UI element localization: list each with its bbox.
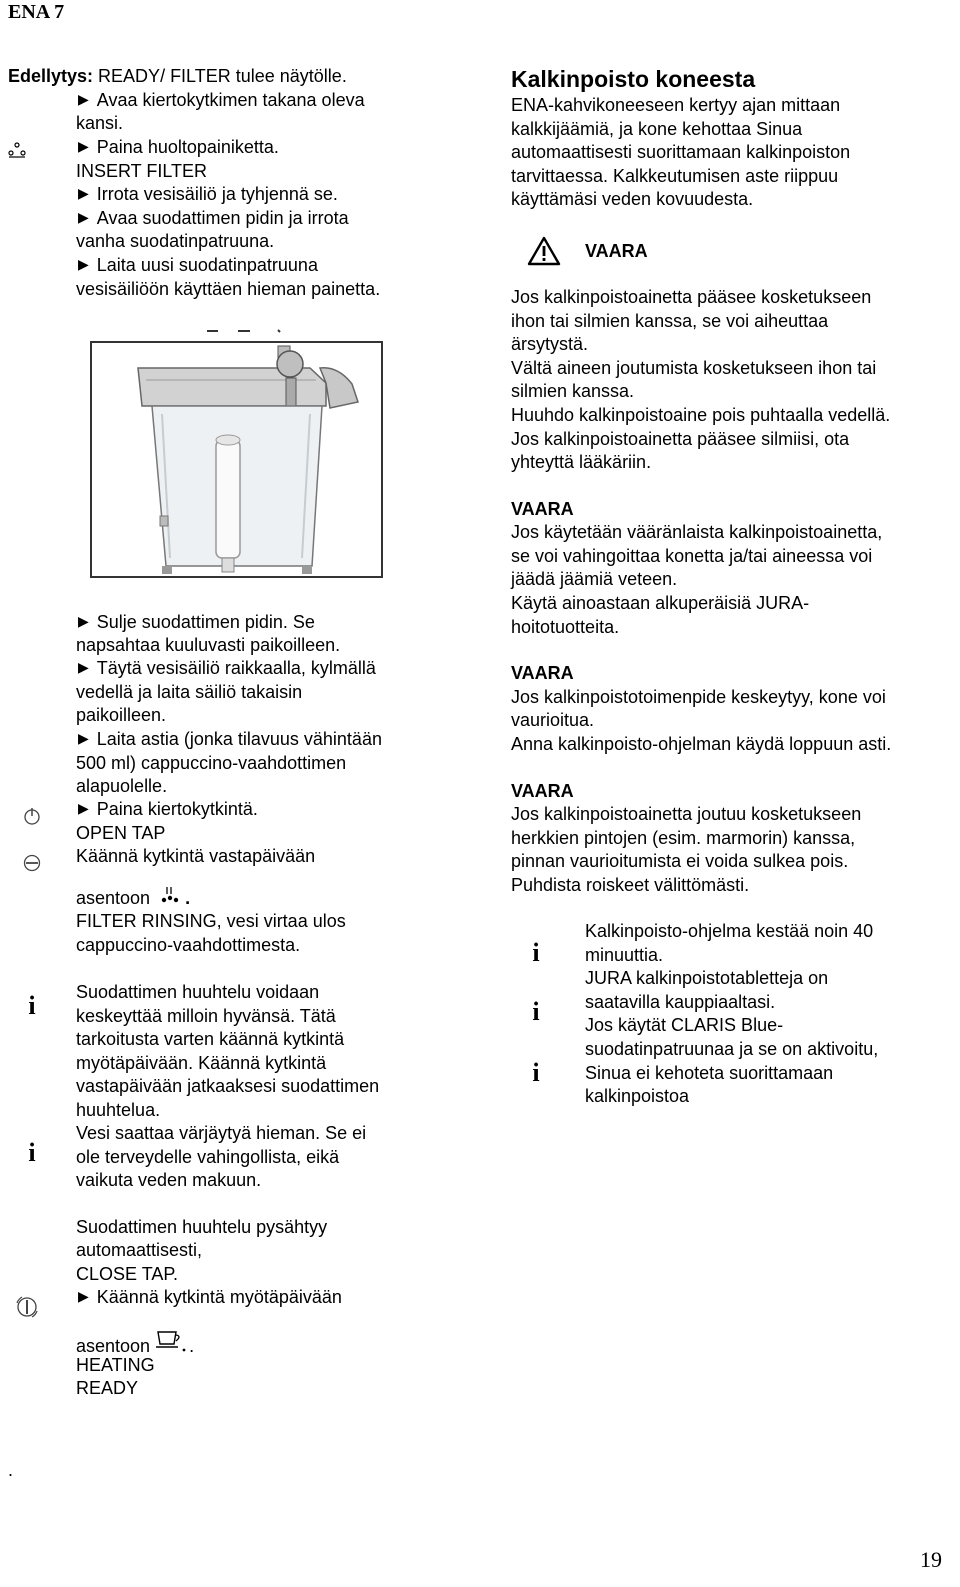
danger-2-text-1: Jos kalkinpoistotoimenpide keskeytyy, kone voi <box>511 687 886 707</box>
step-remove-tank: ▶ Irrota vesisäiliö ja tyhjennä se. <box>78 183 338 208</box>
display-filter-rinsing: FILTER RINSING, vesi virtaa ulos <box>76 911 346 931</box>
intro-line-2: kalkkijäämiä, ja kone kehottaa Sinua <box>511 119 803 139</box>
danger-1-text-4: Käytä ainoastaan alkuperäisiä JURA- <box>511 593 810 613</box>
intro-line-1: ENA-kahvikoneeseen kertyy ajan mittaan <box>511 95 841 115</box>
danger-1-text-5: hoitotuotteita. <box>511 617 620 637</box>
danger-3-text-4: Puhdista roiskeet välittömästi. <box>511 875 750 895</box>
step-place-container: ▶ Laita astia (jonka tilavuus vähintään <box>78 728 382 753</box>
danger-title-1: VAARA <box>511 499 574 519</box>
step-fill-tank: ▶ Täytä vesisäiliö raikkaalla, kylmällä <box>78 657 376 682</box>
cup-position-icon <box>155 1330 189 1354</box>
info-duration-2: minuuttia. <box>585 945 664 965</box>
info-icon: i <box>28 1138 36 1167</box>
info-icon: i <box>532 938 540 967</box>
note-interrupt-1: Suodattimen huuhtelu voidaan <box>76 982 320 1002</box>
info-icon: i <box>532 997 540 1026</box>
danger-1-text-1: Jos käytetään vääränlaista kalkinpoistoainetta, <box>511 522 883 542</box>
footer-dot: . <box>8 1460 14 1480</box>
note-color-3: vaikuta veden makuun. <box>76 1170 262 1190</box>
precondition-text: READY/ FILTER tulee näytölle. <box>93 66 347 86</box>
note-interrupt-2: keskeyttää milloin hyvänsä. Tätä <box>76 1006 336 1026</box>
position-line-steam <box>76 886 190 911</box>
step-turn-clockwise: ▶ Käännä kytkintä myötäpäivään <box>78 1286 342 1311</box>
water-tank-illustration <box>90 328 384 580</box>
step-fill-tank-cont1: vedellä ja laita säiliö takaisin <box>76 682 303 702</box>
warning-title: VAARA <box>585 241 648 261</box>
danger-1-text-2: se voi vahingoittaa konetta ja/tai aineessa voi <box>511 546 873 566</box>
step-open-holder: ▶ Avaa suodattimen pidin ja irrota <box>78 207 349 232</box>
step-fill-tank-cont2: paikoilleen. <box>76 705 167 725</box>
step-place-container-cont2: alapuolelle. <box>76 776 168 796</box>
info-tablets-1: JURA kalkinpoistotabletteja on <box>585 968 829 988</box>
step-press-service: ▶ Paina huoltopainiketta. <box>78 136 279 161</box>
maintenance-icon <box>6 140 28 160</box>
warning-text-6: Huuhdo kalkinpoistoaine pois puhtaalla vedellä. <box>511 405 891 425</box>
precondition-line <box>8 65 347 89</box>
step-press-switch: ▶ Paina kiertokytkintä. <box>78 798 258 823</box>
step-close-holder: ▶ Sulje suodattimen pidin. Se <box>78 611 315 636</box>
step-open-cover: ▶ Avaa kiertokytkimen takana oleva <box>78 89 365 114</box>
display-close-tap: CLOSE TAP. <box>76 1264 179 1284</box>
danger-1-text-3: jäädä jäämiä veteen. <box>511 569 678 589</box>
info-claris-1: Jos käytät CLARIS Blue- <box>585 1015 784 1035</box>
danger-3-text-2: herkkien pintojen (esim. marmorin) kanssa, <box>511 828 856 848</box>
display-filter-rinsing-cont: cappuccino-vaahdottimesta. <box>76 935 301 955</box>
rotary-switch-clockwise-icon <box>14 1295 40 1319</box>
stop-rinse-1: Suodattimen huuhtelu pysähtyy <box>76 1217 328 1237</box>
precondition-label: Edellytys: <box>8 66 94 86</box>
step-place-container-cont1: 500 ml) cappuccino-vaahdottimen <box>76 753 347 773</box>
position-period: . <box>189 1336 195 1356</box>
step-insert-new-cont: vesisäiliöön käyttäen hieman painetta. <box>76 279 381 299</box>
danger-2-text-3: Anna kalkinpoisto-ohjelman käydä loppuun asti. <box>511 734 892 754</box>
display-heating: HEATING <box>76 1355 155 1375</box>
step-open-holder-cont: vanha suodatinpatruuna. <box>76 231 275 251</box>
info-claris-3: Sinua ei kehoteta suorittamaan <box>585 1063 834 1083</box>
step-turn-counterclockwise: Käännä kytkintä vastapäivään <box>76 846 316 866</box>
position-period: . <box>185 888 191 908</box>
danger-title-2: VAARA <box>511 663 574 683</box>
note-color-2: ole terveydelle vahingollista, eikä <box>76 1147 340 1167</box>
warning-text-7: Jos kalkinpoistoainetta pääsee silmiisi, ota <box>511 429 850 449</box>
section-title: Kalkinpoisto koneesta <box>511 66 756 92</box>
position-label: asentoon <box>76 1336 151 1356</box>
info-claris-2: suodatinpatruunaa ja se on aktivoitu, <box>585 1039 879 1059</box>
note-interrupt-5: vastapäivään jatkaaksesi suodattimen <box>76 1076 380 1096</box>
warning-text-5: silmien kanssa. <box>511 381 635 401</box>
page-header: ENA 7 <box>8 1 65 23</box>
display-open-tap: OPEN TAP <box>76 823 166 843</box>
warning-text-1: Jos kalkinpoistoainetta pääsee kosketukseen <box>511 287 872 307</box>
intro-line-5: käyttämäsi veden kovuudesta. <box>511 189 754 209</box>
warning-text-3: ärsytystä. <box>511 334 589 354</box>
display-insert-filter: INSERT FILTER <box>76 161 208 181</box>
info-tablets-2: saatavilla kauppiaaltasi. <box>585 992 776 1012</box>
info-icon: i <box>532 1058 540 1087</box>
info-icon: i <box>28 991 36 1020</box>
warning-text-4: Vältä aineen joutumista kosketukseen ihon tai <box>511 358 877 378</box>
warning-icon <box>527 236 561 266</box>
info-duration-1: Kalkinpoisto-ohjelma kestää noin 40 <box>585 921 874 941</box>
display-ready: READY <box>76 1378 139 1398</box>
intro-line-3: automaattisesti suorittamaan kalkinpoiston <box>511 142 851 162</box>
danger-3-text-3: pinnan vaurioitumista ei voida sulkea pois. <box>511 851 849 871</box>
steam-position-icon <box>155 886 185 908</box>
step-close-holder-cont: napsahtaa kuuluvasti paikoilleen. <box>76 635 341 655</box>
page-number: 19 <box>920 1547 942 1572</box>
position-label: asentoon <box>76 888 151 908</box>
info-claris-4: kalkinpoistoa <box>585 1086 690 1106</box>
step-open-cover-cont: kansi. <box>76 113 124 133</box>
note-interrupt-3: tarkoitusta varten käännä kytkintä <box>76 1029 345 1049</box>
warning-text-2: ihon tai silmien kanssa, se voi aiheuttaa <box>511 311 829 331</box>
warning-text-8: yhteyttä lääkäriin. <box>511 452 652 472</box>
danger-title-3: VAARA <box>511 781 574 801</box>
note-interrupt-4: myötäpäivään. Käännä kytkintä <box>76 1053 327 1073</box>
note-color-1: Vesi saattaa värjäytyä hieman. Se ei <box>76 1123 367 1143</box>
danger-3-text-1: Jos kalkinpoistoainetta joutuu kosketukseen <box>511 804 862 824</box>
note-interrupt-6: huuhtelua. <box>76 1100 161 1120</box>
step-insert-new: ▶ Laita uusi suodatinpatruuna <box>78 254 318 279</box>
danger-2-text-2: vaurioitua. <box>511 710 595 730</box>
rotary-switch-icon <box>22 806 42 826</box>
stop-rinse-2: automaattisesti, <box>76 1240 203 1260</box>
rotary-switch-turn-icon <box>22 853 42 873</box>
intro-line-4: tarvittaessa. Kalkkeutumisen aste riippuu <box>511 166 839 186</box>
